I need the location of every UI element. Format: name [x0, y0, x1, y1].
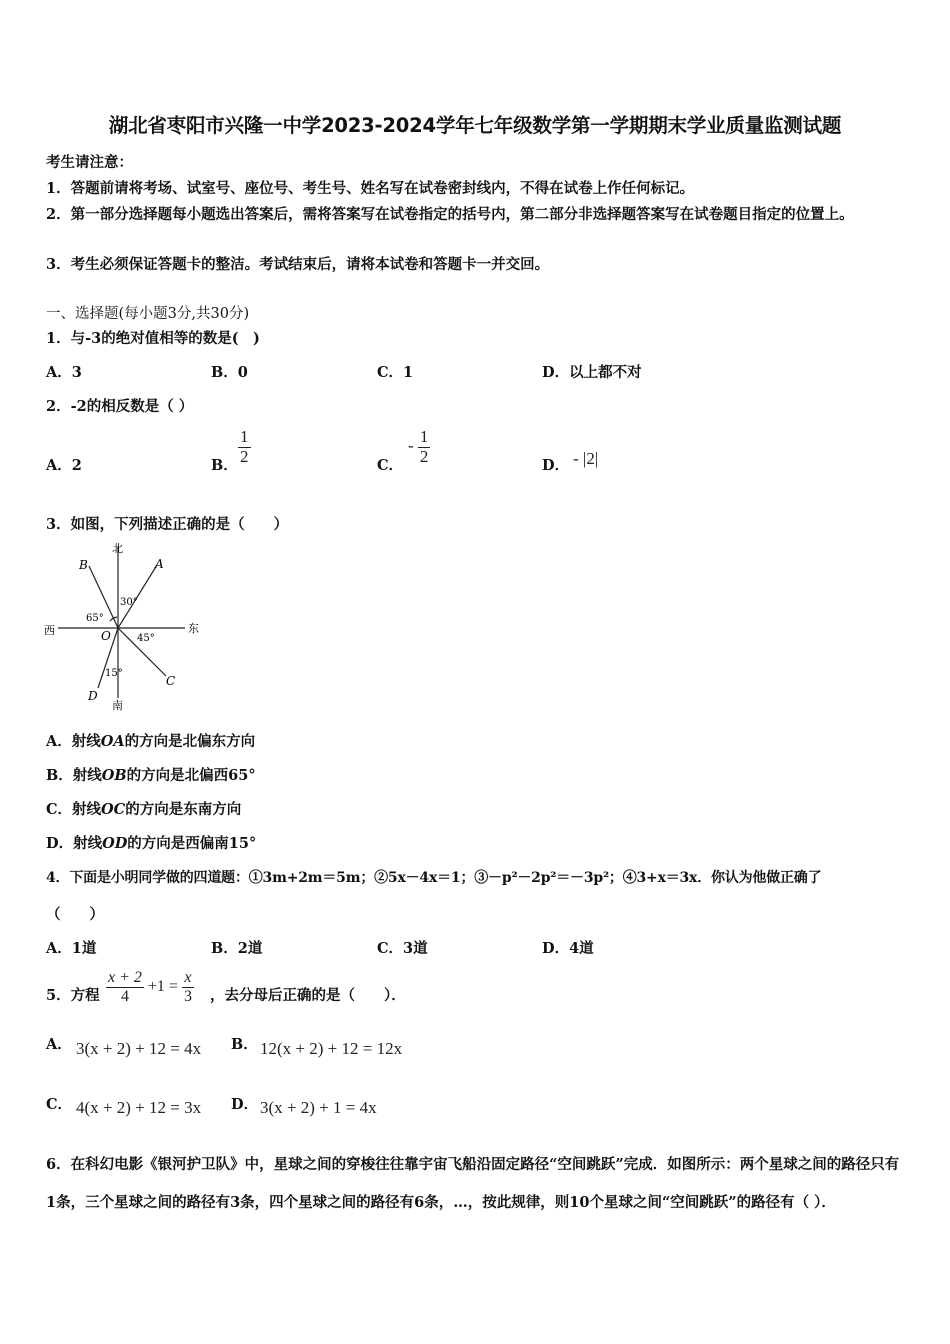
- option-prefix: C．射线: [46, 801, 102, 818]
- label-c: C: [166, 674, 176, 688]
- q5-equation: [106, 969, 194, 1005]
- q1-option-b: B．0: [211, 364, 248, 381]
- ray-name: OC: [101, 801, 126, 818]
- notice-item-1: 1．答题前请将考场、试室号、座位号、考生号、姓名写在试卷密封线内，不得在试卷上作任何标记。: [46, 180, 695, 197]
- q3-option-c: [46, 798, 241, 819]
- q2-option-b-label: B．: [211, 457, 238, 474]
- notice-item-3: 3．考生必须保证答题卡的整洁。考试结束后，请将本试卷和答题卡一并交回。: [46, 256, 550, 273]
- label-a: A: [155, 557, 164, 571]
- ray-name: OB: [101, 767, 127, 784]
- q3-option-a: [46, 730, 255, 751]
- q5-stem-post: ，去分母后正确的是（ ）．: [210, 987, 406, 1004]
- fraction-denominator: 3: [183, 987, 192, 1005]
- compass-figure: [40, 538, 210, 718]
- q2-option-c-fraction: [408, 428, 430, 466]
- q2-option-b-fraction: [238, 428, 251, 466]
- label-west: 西: [44, 624, 55, 637]
- option-prefix: D．射线: [46, 835, 103, 852]
- q4-stem: 4．下面是小明同学做的四道题：①3m+2m＝5m；②5x－4x＝1；③－p²－2p²＝－3p²；④3+x＝3x．你认为他做正确了: [46, 870, 822, 886]
- q3-stem: 3．如图，下列描述正确的是（ ）: [46, 516, 289, 533]
- ray-name: OD: [102, 835, 128, 852]
- q5-option-c: 4(x + 2) + 12 = 3x: [76, 1098, 202, 1117]
- label-b: B: [79, 558, 88, 572]
- q2-stem: 2．-2的相反数是（ ）: [46, 398, 194, 415]
- q5-option-d: 3(x + 2) + 1 = 4x: [260, 1098, 377, 1117]
- angle-30: 30°: [120, 597, 138, 608]
- option-suffix: 的方向是北偏东方向: [124, 733, 256, 750]
- minus-sign: -: [408, 436, 414, 456]
- q5-option-a-label: A．: [46, 1036, 72, 1053]
- section-heading: 一、选择题(每小题3分,共30分): [46, 306, 250, 322]
- q5-option-a: 3(x + 2) + 12 = 4x: [76, 1039, 202, 1058]
- fraction-numerator: 1: [419, 427, 429, 446]
- fraction-denominator: 2: [240, 446, 249, 466]
- q1-option-c: C．1: [377, 364, 414, 381]
- q5-option-b: 12(x + 2) + 12 = 12x: [260, 1039, 403, 1058]
- q1-option-a: A．3: [46, 364, 82, 381]
- q2-option-a: A．2: [46, 457, 82, 474]
- label-south: 南: [112, 699, 123, 712]
- q5-option-b-label: B．: [231, 1036, 258, 1053]
- q4-option-c: C．3道: [377, 940, 428, 957]
- label-north: 北: [112, 542, 123, 555]
- fraction-denominator: 2: [419, 446, 429, 466]
- q2-option-c-label: C．: [377, 457, 404, 474]
- q1-stem: 1．与-3的绝对值相等的数是( ): [46, 330, 260, 347]
- q5-stem-pre: 5．方程: [46, 987, 100, 1004]
- angle-65: 65°: [86, 613, 104, 624]
- fraction-numerator: x: [184, 969, 192, 986]
- q2-option-d-label: D．: [542, 457, 570, 474]
- fraction-numerator: x + 2: [108, 969, 142, 986]
- q5-option-d-label: D．: [231, 1096, 259, 1113]
- q5-option-c-label: C．: [46, 1096, 73, 1113]
- fraction-denominator: 4: [120, 987, 129, 1005]
- angle-45: 45°: [137, 633, 155, 644]
- label-d: D: [88, 689, 98, 703]
- q1-option-d: D．以上都不对: [542, 364, 642, 381]
- option-suffix: 的方向是北偏西65°: [126, 767, 256, 784]
- q3-option-b: [46, 764, 256, 785]
- option-suffix: 的方向是东南方向: [125, 801, 242, 818]
- q6-text: 6．在科幻电影《银河护卫队》中，星球之间的穿梭往往靠宇宙飞船沿固定路径“空间跳跃”完成．如图所示：两个星球之间的路径只有1条，三个星球之间的路径有3条，四个星球之间的路径有6条，…，按此规律，则10个星球之间“空间跳跃”的路径有（ ）．: [46, 1156, 900, 1211]
- q4-option-b: B．2道: [211, 940, 263, 957]
- option-prefix: B．射线: [46, 767, 102, 784]
- q4-option-a: A．1道: [46, 940, 97, 957]
- option-prefix: A．射线: [46, 733, 101, 750]
- fraction-numerator: 1: [240, 427, 249, 446]
- angle-15: 15°: [105, 668, 123, 679]
- label-o: O: [101, 629, 111, 643]
- q3-option-d: [46, 832, 256, 853]
- q2-option-d-expr: - |2|: [573, 449, 599, 468]
- notice-heading: 考生请注意：: [46, 154, 133, 171]
- q4-option-d: D．4道: [542, 940, 594, 957]
- q4-bracket: （ ）: [46, 906, 104, 923]
- equation-middle: +1 =: [147, 977, 178, 995]
- page-title: 湖北省枣阳市兴隆一中学2023-2024学年七年级数学第一学期期末学业质量监测试题: [108, 114, 842, 137]
- notice-item-2: 2．第一部分选择题每小题选出答案后，需将答案写在试卷指定的括号内，第二部分非选择题答案写在试卷题目指定的位置上。: [46, 206, 854, 223]
- ray-name: OA: [100, 733, 125, 750]
- option-suffix: 的方向是西偏南15°: [127, 835, 257, 852]
- label-east: 东: [188, 622, 199, 635]
